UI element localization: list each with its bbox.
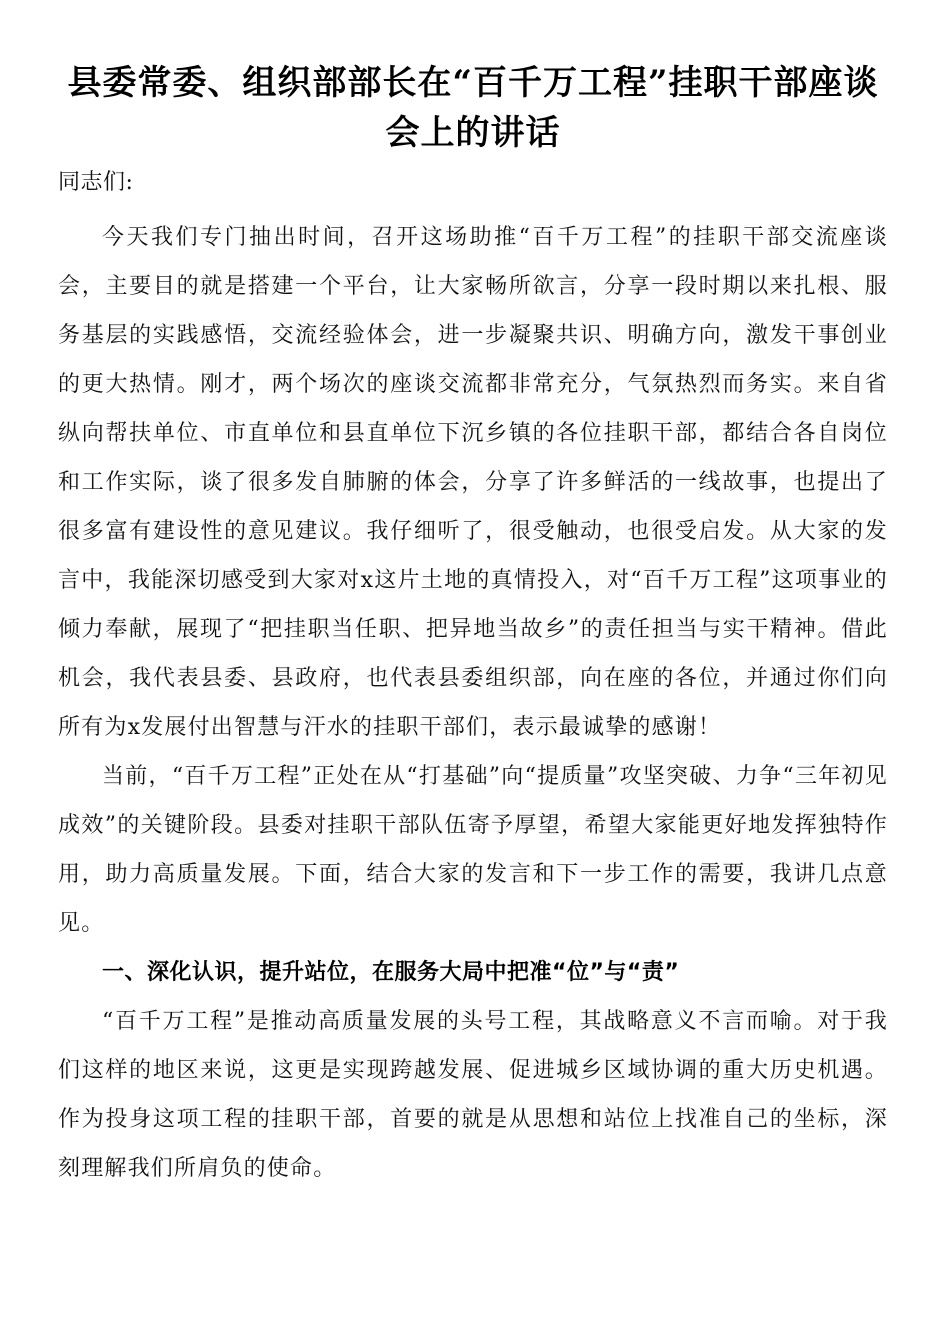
- paragraph-section-1: “百千万工程”是推动高质量发展的头号工程，其战略意义不言而喻。对于我们这样的地区来说，这更是实现跨越发展、促进城乡区域协调的重大历史机遇。作为投身这项工程的挂职干部，首要的就是从思想和站位上找准自己的坐标，深刻理解我们所肩负的使命。: [58, 1009, 888, 1181]
- section-heading-1: 一、深化认识，提升站位，在服务大局中把准“位”与“责”: [102, 960, 680, 985]
- paragraph-opening: 今天我们专门抽出时间，召开这场助推“百千万工程”的挂职干部交流座谈会，主要目的就是搭建一个平台，让大家畅所欲言，分享一段时期以来扎根、服务基层的实践感悟，交流经验体会，进一步凝聚共识、明确方向，激发干事创业的更大热情。刚才，两个场次的座谈交流都非常充分，气氛热烈而务实。来自省纵向帮扶单位、市直单位和县直单位下沉乡镇的各位挂职干部，都结合各自岗位和工作实际，谈了很多发自肺腑的体会，分享了许多鲜活的一线故事，也提出了很多富有建设性的意见建议。我仔细听了，很受触动，也很受启发。从大家的发言中，我能深切感受到大家对x这片土地的真情投入，对“百千万工程”这项事业的倾力奉献，展现了“把挂职当任职、把异地当故乡”的责任担当与实干精神。借此机会，我代表县委、县政府，也代表县委组织部，向在座的各位，并通过你们向所有为x发展付出智慧与汗水的挂职干部们，表示最诚挚的感谢！: [58, 225, 888, 740]
- salutation: 同志们:: [58, 170, 134, 195]
- paragraph-current-stage: 当前，“百千万工程”正处在从“打基础”向“提质量”攻坚突破、力争“三年初见成效”的关键阶段。县委对挂职干部队伍寄予厚望，希望大家能更好地发挥独特作用，助力高质量发展。下面，结合大家的发言和下一步工作的需要，我讲几点意见。: [58, 764, 888, 936]
- document-title: 县委常委、组织部部长在“百千万工程”挂职干部座谈会上的讲话: [67, 63, 879, 153]
